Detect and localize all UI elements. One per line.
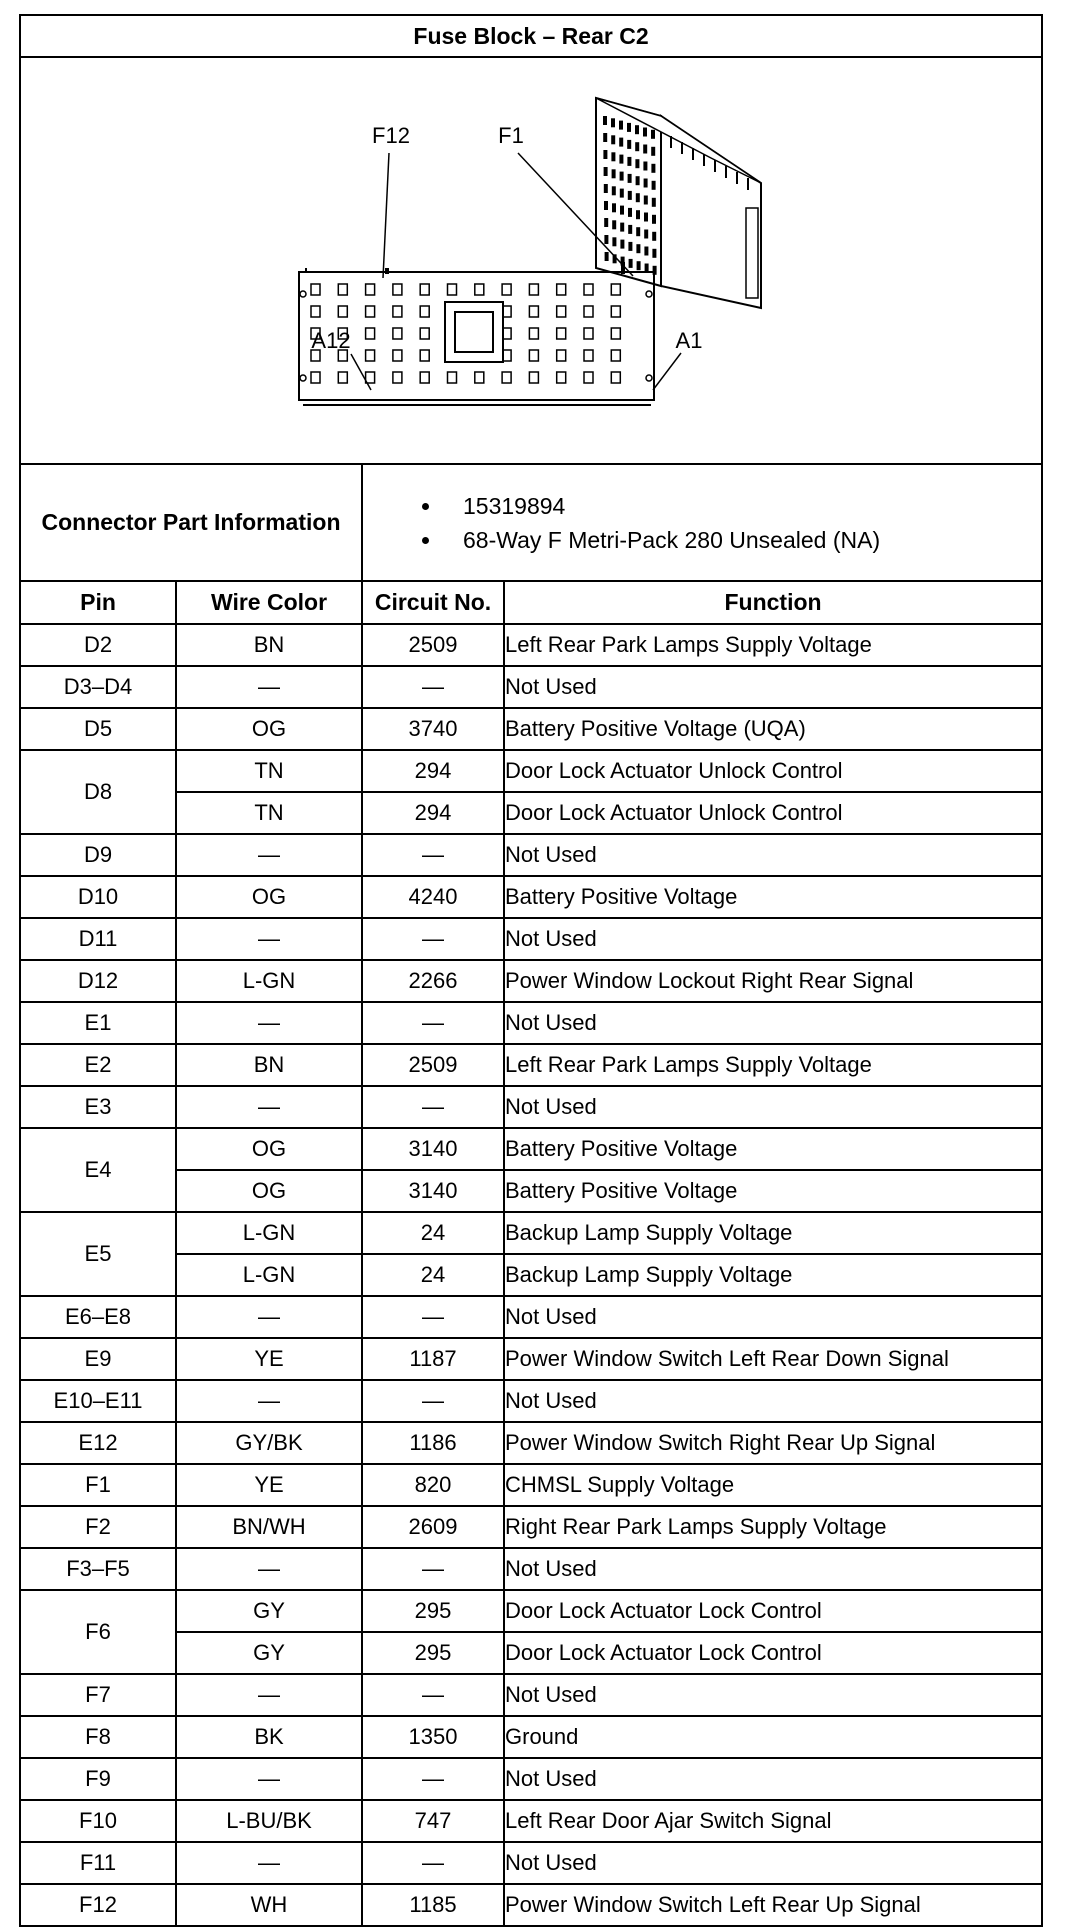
perspective-cavity (611, 152, 615, 161)
terminal-cavity (611, 284, 620, 295)
terminal-cavity (448, 372, 457, 383)
function-cell: Ground (504, 1716, 1042, 1758)
perspective-cavity (635, 142, 639, 151)
terminal-cavity (529, 328, 538, 339)
pin-cell: F7 (20, 1674, 176, 1716)
perspective-cavity (628, 208, 632, 217)
perspective-cavity (643, 128, 647, 137)
circuit-cell: — (362, 1548, 504, 1590)
table-row (20, 1044, 1042, 1086)
terminal-cavity (611, 306, 620, 317)
perspective-cavity (612, 237, 616, 246)
table-row (20, 1590, 1042, 1632)
terminal-cavity (393, 284, 402, 295)
pin-cell: F1 (20, 1464, 176, 1506)
perspective-cavity (651, 147, 655, 156)
pin-cell: D9 (20, 834, 176, 876)
wire-color-cell: TN (176, 750, 362, 792)
terminal-cavity (311, 372, 320, 383)
function-cell: Door Lock Actuator Unlock Control (504, 792, 1042, 834)
perspective-cavity (636, 227, 640, 236)
function-cell: Not Used (504, 1086, 1042, 1128)
terminal-cavity (338, 306, 347, 317)
pin-cell: E4 (20, 1128, 176, 1212)
terminal-cavity (584, 328, 593, 339)
pin-cell: E3 (20, 1086, 176, 1128)
wire-color-cell: TN (176, 792, 362, 834)
perspective-cavity (636, 210, 640, 219)
connector-lock (746, 208, 758, 298)
function-cell: Not Used (504, 834, 1042, 876)
function-cell: Not Used (504, 1674, 1042, 1716)
function-cell: Not Used (504, 1758, 1042, 1800)
terminal-cavity (611, 372, 620, 383)
perspective-cavity (604, 184, 608, 193)
table-row (20, 1422, 1042, 1464)
perspective-cavity (652, 232, 656, 241)
table-row (20, 1506, 1042, 1548)
terminal-cavity (557, 350, 566, 361)
leader-a1 (653, 353, 681, 390)
header-wire-color: Wire Color (176, 581, 362, 624)
wire-color-cell: L-GN (176, 960, 362, 1002)
perspective-cavity (643, 162, 647, 171)
perspective-cavity (652, 198, 656, 207)
perspective-cavity (611, 135, 615, 144)
perspective-cavity (612, 220, 616, 229)
circuit-cell: — (362, 1842, 504, 1884)
pin-cell: E12 (20, 1422, 176, 1464)
terminal-cavity (611, 328, 620, 339)
wire-color-cell: — (176, 1548, 362, 1590)
header-function: Function (504, 581, 1042, 624)
terminal-cavity (420, 328, 429, 339)
wire-color-cell: L-BU/BK (176, 1800, 362, 1842)
circuit-cell: 1350 (362, 1716, 504, 1758)
pin-cell: F10 (20, 1800, 176, 1842)
perspective-cavity (619, 155, 623, 164)
table-row (20, 918, 1042, 960)
terminal-cavity (311, 284, 320, 295)
table-row (20, 750, 1042, 792)
wire-color-cell: L-GN (176, 1212, 362, 1254)
leader-f12 (383, 153, 389, 278)
terminal-cavity (393, 372, 402, 383)
pin-cell: D11 (20, 918, 176, 960)
circuit-cell: — (362, 1380, 504, 1422)
document-title: Fuse Block – Rear C2 (20, 15, 1042, 57)
terminal-cavity (529, 306, 538, 317)
perspective-cavity (644, 179, 648, 188)
label-a1: A1 (675, 328, 703, 353)
circuit-cell: — (362, 1758, 504, 1800)
header-pin: Pin (20, 581, 176, 624)
perspective-cavity (635, 125, 639, 134)
pin-cell: D3–D4 (20, 666, 176, 708)
table-row (20, 666, 1042, 708)
terminal-cavity (393, 328, 402, 339)
connector-perspective-view (596, 98, 761, 308)
housing-latch (646, 291, 652, 297)
circuit-cell: — (362, 1086, 504, 1128)
table-row (20, 1674, 1042, 1716)
circuit-cell: 747 (362, 1800, 504, 1842)
terminal-cavity (584, 372, 593, 383)
label-f1: F1 (498, 123, 524, 148)
perspective-cavity (637, 261, 641, 270)
table-row (20, 834, 1042, 876)
terminal-cavity (529, 372, 538, 383)
perspective-cavity (603, 133, 607, 142)
circuit-cell: 295 (362, 1632, 504, 1674)
perspective-cavity (619, 121, 623, 130)
pin-cell: E5 (20, 1212, 176, 1296)
function-cell: Right Rear Park Lamps Supply Voltage (504, 1506, 1042, 1548)
terminal-cavity (611, 350, 620, 361)
circuit-cell: 820 (362, 1464, 504, 1506)
table-row (20, 1548, 1042, 1590)
terminal-cavity (311, 306, 320, 317)
terminal-cavity (393, 350, 402, 361)
function-cell: Not Used (504, 1842, 1042, 1884)
function-cell: Door Lock Actuator Lock Control (504, 1590, 1042, 1632)
perspective-cavity (643, 145, 647, 154)
wire-color-cell: BN (176, 1044, 362, 1086)
terminal-cavity (420, 350, 429, 361)
function-cell: Left Rear Door Ajar Switch Signal (504, 1800, 1042, 1842)
terminal-cavity (557, 306, 566, 317)
housing-latch (300, 375, 306, 381)
wire-color-cell: — (176, 1086, 362, 1128)
wire-color-cell: GY (176, 1590, 362, 1632)
circuit-cell: 2509 (362, 1044, 504, 1086)
function-cell: Battery Positive Voltage (504, 1128, 1042, 1170)
pin-cell: E6–E8 (20, 1296, 176, 1338)
pin-cell: F3–F5 (20, 1548, 176, 1590)
pin-cell: D12 (20, 960, 176, 1002)
perspective-cavity (644, 247, 648, 256)
label-a12: A12 (311, 328, 351, 353)
perspective-cavity (603, 150, 607, 159)
circuit-cell: — (362, 1674, 504, 1716)
connector-description: • 68-Way F Metri-Pack 280 Unsealed (NA) (443, 523, 1041, 557)
terminal-cavity (338, 372, 347, 383)
perspective-cavity (652, 181, 656, 190)
wire-color-cell: GY (176, 1632, 362, 1674)
perspective-cavity (635, 159, 639, 168)
circuit-cell: — (362, 834, 504, 876)
table-row (20, 1086, 1042, 1128)
table-row (20, 876, 1042, 918)
pin-cell: E2 (20, 1044, 176, 1086)
function-cell: Not Used (504, 1380, 1042, 1422)
function-cell: Door Lock Actuator Lock Control (504, 1632, 1042, 1674)
connector-face-drawing (21, 58, 1039, 458)
wire-color-cell: OG (176, 876, 362, 918)
wire-color-cell: — (176, 666, 362, 708)
function-cell: Backup Lamp Supply Voltage (504, 1254, 1042, 1296)
function-cell: Power Window Lockout Right Rear Signal (504, 960, 1042, 1002)
perspective-cavity (627, 123, 631, 132)
housing-latch (646, 375, 652, 381)
perspective-cavity (612, 203, 616, 212)
perspective-cavity (620, 240, 624, 249)
terminal-cavity (502, 284, 511, 295)
pin-cell: F8 (20, 1716, 176, 1758)
terminal-cavity (366, 328, 375, 339)
function-cell: Power Window Switch Left Rear Down Signal (504, 1338, 1042, 1380)
wire-color-cell: — (176, 1002, 362, 1044)
circuit-cell: — (362, 1296, 504, 1338)
function-cell: Not Used (504, 1296, 1042, 1338)
wire-color-cell: — (176, 1296, 362, 1338)
table-row (20, 1800, 1042, 1842)
circuit-cell: 3140 (362, 1128, 504, 1170)
wire-color-cell: GY/BK (176, 1422, 362, 1464)
function-cell: Battery Positive Voltage (504, 1170, 1042, 1212)
wire-color-cell: L-GN (176, 1254, 362, 1296)
circuit-cell: 2266 (362, 960, 504, 1002)
perspective-cavity (628, 174, 632, 183)
terminal-cavity (420, 284, 429, 295)
connector-table (19, 14, 1043, 1927)
connector-diagram (20, 57, 1042, 464)
wire-color-cell: — (176, 834, 362, 876)
terminal-cavity (420, 306, 429, 317)
terminal-cavity (366, 306, 375, 317)
pin-cell: F12 (20, 1884, 176, 1926)
label-f12: F12 (372, 123, 410, 148)
pin-cell: D5 (20, 708, 176, 750)
function-cell: Not Used (504, 666, 1042, 708)
circuit-cell: 2509 (362, 624, 504, 666)
connector-face-view (299, 262, 654, 405)
perspective-cavity (651, 164, 655, 173)
terminal-cavity (557, 328, 566, 339)
terminal-cavity (338, 284, 347, 295)
perspective-cavity (636, 244, 640, 253)
perspective-cavity (627, 140, 631, 149)
function-cell: Left Rear Park Lamps Supply Voltage (504, 1044, 1042, 1086)
circuit-cell: — (362, 918, 504, 960)
perspective-cavity (612, 169, 616, 178)
pin-cell: E10–E11 (20, 1380, 176, 1422)
table-row (20, 624, 1042, 666)
function-cell: Left Rear Park Lamps Supply Voltage (504, 624, 1042, 666)
function-cell: Battery Positive Voltage (504, 876, 1042, 918)
perspective-cavity (619, 138, 623, 147)
perspective-cavity (620, 172, 624, 181)
perspective-cavity (612, 186, 616, 195)
table-row (20, 1002, 1042, 1044)
wire-color-cell: BN/WH (176, 1506, 362, 1548)
wire-color-cell: — (176, 918, 362, 960)
circuit-cell: 294 (362, 792, 504, 834)
housing-latch (300, 291, 306, 297)
center-fuse-socket-inner (455, 312, 493, 352)
wire-color-cell: — (176, 1674, 362, 1716)
perspective-cavity (604, 167, 608, 176)
perspective-cavity (644, 196, 648, 205)
circuit-cell: 1187 (362, 1338, 504, 1380)
pinout-document (19, 14, 1041, 1917)
wire-color-cell: BN (176, 624, 362, 666)
circuit-cell: 3140 (362, 1170, 504, 1212)
pin-cell: F2 (20, 1506, 176, 1548)
table-row (20, 1296, 1042, 1338)
connector-part-info-label: Connector Part Information (20, 464, 362, 581)
function-cell: Power Window Switch Left Rear Up Signal (504, 1884, 1042, 1926)
wire-color-cell: YE (176, 1338, 362, 1380)
function-cell: Not Used (504, 918, 1042, 960)
pin-cell: F6 (20, 1590, 176, 1674)
circuit-cell: 24 (362, 1254, 504, 1296)
terminal-cavity (448, 284, 457, 295)
perspective-cavity (604, 235, 608, 244)
circuit-cell: 295 (362, 1590, 504, 1632)
function-cell: Power Window Switch Right Rear Up Signal (504, 1422, 1042, 1464)
part-number: • 15319894 (443, 489, 1041, 523)
circuit-cell: 1185 (362, 1884, 504, 1926)
wire-color-cell: — (176, 1842, 362, 1884)
table-row (20, 960, 1042, 1002)
terminal-cavity (529, 284, 538, 295)
terminal-cavity (584, 350, 593, 361)
circuit-cell: — (362, 666, 504, 708)
wire-color-cell: OG (176, 1170, 362, 1212)
terminal-cavity (393, 306, 402, 317)
pin-cell: F11 (20, 1842, 176, 1884)
table-row (20, 1716, 1042, 1758)
terminal-cavity (557, 284, 566, 295)
perspective-cavity (604, 218, 608, 227)
perspective-cavity (652, 249, 656, 258)
circuit-cell: 4240 (362, 876, 504, 918)
table-row (20, 1842, 1042, 1884)
terminal-cavity (475, 284, 484, 295)
terminal-cavity (502, 372, 511, 383)
perspective-cavity (636, 193, 640, 202)
perspective-cavity (651, 130, 655, 139)
circuit-cell: 294 (362, 750, 504, 792)
perspective-cavity (620, 206, 624, 215)
perspective-cavity (652, 215, 656, 224)
perspective-cavity (636, 176, 640, 185)
pin-cell: D2 (20, 624, 176, 666)
table-row (20, 708, 1042, 750)
wire-color-cell: WH (176, 1884, 362, 1926)
perspective-cavity (629, 259, 633, 268)
perspective-cavity (627, 157, 631, 166)
housing-key (385, 268, 389, 274)
wire-color-cell: BK (176, 1716, 362, 1758)
table-row (20, 1338, 1042, 1380)
terminal-cavity (366, 350, 375, 361)
pin-cell: D10 (20, 876, 176, 918)
function-cell: Backup Lamp Supply Voltage (504, 1212, 1042, 1254)
perspective-cavity (604, 201, 608, 210)
function-cell: Door Lock Actuator Unlock Control (504, 750, 1042, 792)
terminal-cavity (366, 284, 375, 295)
wire-color-cell: YE (176, 1464, 362, 1506)
pin-cell: F9 (20, 1758, 176, 1800)
wire-color-cell: — (176, 1380, 362, 1422)
perspective-cavity (611, 118, 615, 127)
terminal-cavity (529, 350, 538, 361)
terminal-cavity (557, 372, 566, 383)
wire-color-cell: — (176, 1758, 362, 1800)
perspective-cavity (603, 116, 607, 125)
header-circuit-no: Circuit No. (362, 581, 504, 624)
table-row (20, 1464, 1042, 1506)
terminal-cavity (475, 372, 484, 383)
terminal-cavity (584, 306, 593, 317)
perspective-cavity (628, 191, 632, 200)
wire-color-cell: OG (176, 1128, 362, 1170)
perspective-cavity (644, 213, 648, 222)
function-cell: Not Used (504, 1002, 1042, 1044)
perspective-cavity (644, 230, 648, 239)
perspective-cavity (605, 252, 609, 261)
function-cell: Not Used (504, 1548, 1042, 1590)
circuit-cell: — (362, 1002, 504, 1044)
perspective-cavity (628, 242, 632, 251)
perspective-cavity (620, 223, 624, 232)
circuit-cell: 3740 (362, 708, 504, 750)
pin-cell: E9 (20, 1338, 176, 1380)
table-row (20, 1884, 1042, 1926)
circuit-cell: 1186 (362, 1422, 504, 1464)
function-cell: CHMSL Supply Voltage (504, 1464, 1042, 1506)
pin-cell: E1 (20, 1002, 176, 1044)
function-cell: Battery Positive Voltage (UQA) (504, 708, 1042, 750)
connector-part-info (362, 464, 1042, 581)
pin-cell: D8 (20, 750, 176, 834)
circuit-cell: 24 (362, 1212, 504, 1254)
circuit-cell: 2609 (362, 1506, 504, 1548)
table-row (20, 1380, 1042, 1422)
wire-color-cell: OG (176, 708, 362, 750)
terminal-cavity (420, 372, 429, 383)
perspective-cavity (628, 225, 632, 234)
table-row (20, 1212, 1042, 1254)
table-row (20, 1758, 1042, 1800)
perspective-cavity (620, 189, 624, 198)
table-row (20, 1128, 1042, 1170)
terminal-cavity (584, 284, 593, 295)
